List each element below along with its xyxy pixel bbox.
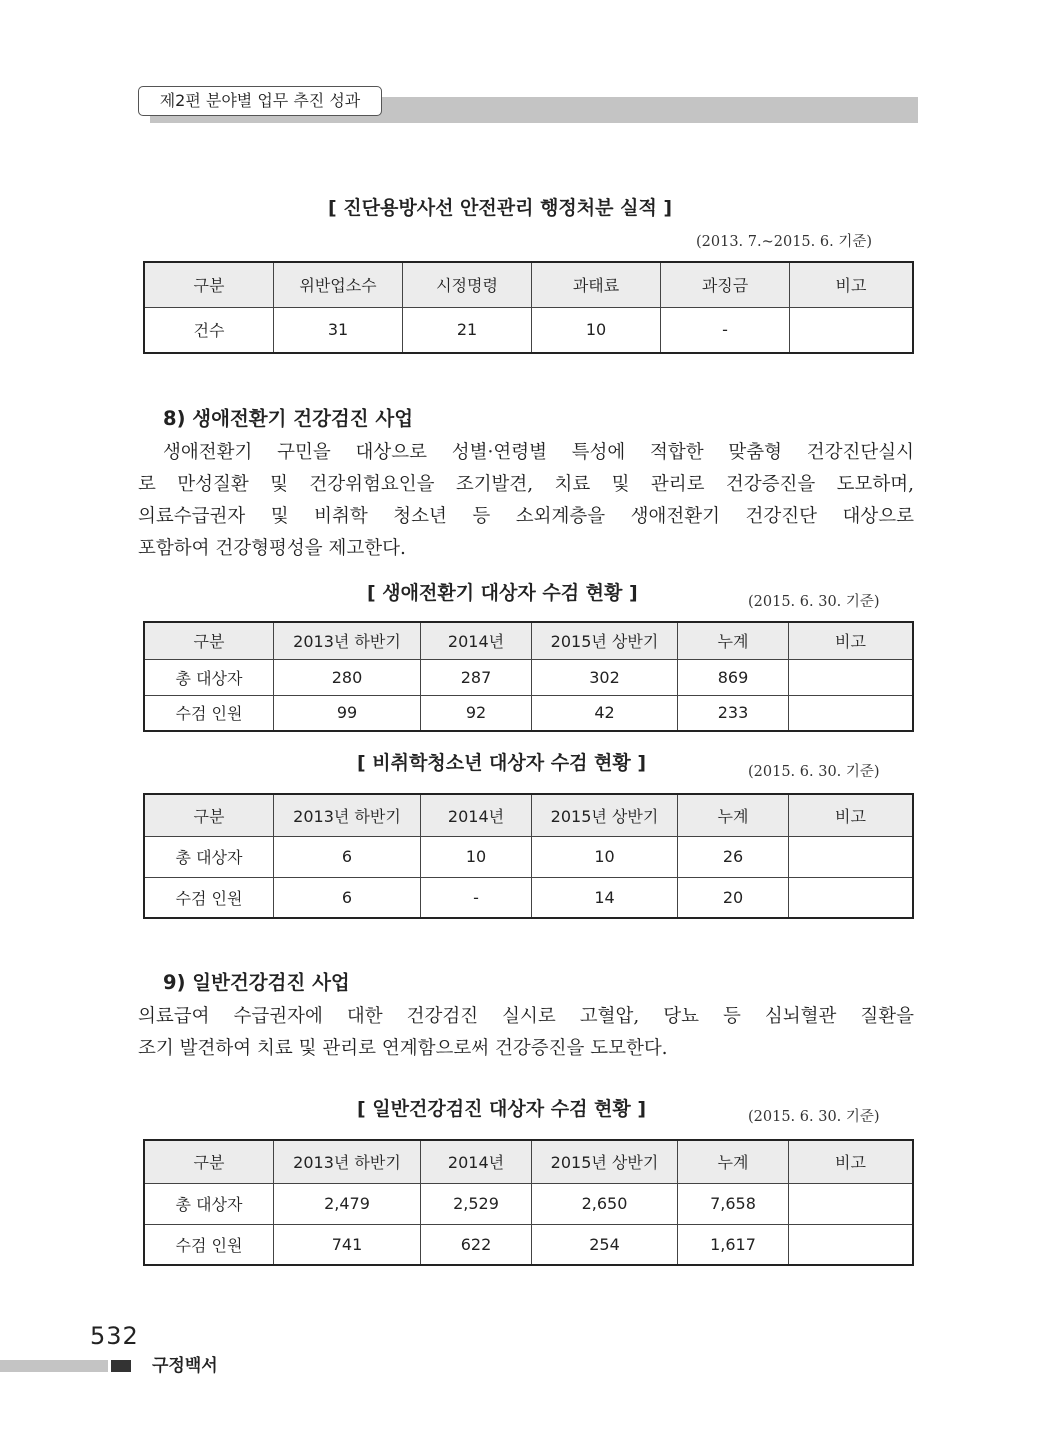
table-header-cell: 누계 — [678, 622, 789, 659]
table-cell: 총 대상자 — [144, 659, 274, 695]
table-cell: 7,658 — [678, 1183, 789, 1224]
table-header-cell: 구분 — [144, 262, 274, 307]
table-cell: - — [661, 307, 790, 353]
paragraph-line: 조기 발견하여 치료 및 관리로 연계함으로써 건강증진을 도모한다. — [138, 1038, 668, 1059]
table-cell: 92 — [421, 695, 532, 731]
table-cell — [789, 836, 914, 877]
table-header-cell: 과징금 — [661, 262, 790, 307]
table-cell: 수검 인원 — [144, 877, 274, 918]
table-header-cell: 위반업소수 — [274, 262, 403, 307]
table-cell: 2,650 — [532, 1183, 678, 1224]
table-header-cell: 비고 — [789, 1140, 914, 1183]
table-header-cell: 구분 — [144, 794, 274, 836]
table-cell: 287 — [421, 659, 532, 695]
section9-body — [138, 1001, 914, 1065]
table-header-cell: 2013년 하반기 — [274, 794, 421, 836]
table-row — [144, 877, 913, 918]
book-title: 구정백서 — [152, 1356, 218, 1376]
table-header-cell: 구분 — [144, 622, 274, 659]
table-cell: 302 — [532, 659, 678, 695]
table-header-row — [144, 262, 913, 307]
footer-square — [111, 1360, 131, 1372]
table-header-row — [144, 794, 913, 836]
table-header-cell: 비고 — [790, 262, 914, 307]
table-cell: 6 — [274, 877, 421, 918]
paragraph-line: 의료급여 수급권자에 대한 건강검진 실시로 고혈압, 당뇨 등 심뇌혈관 질환을 — [138, 1006, 914, 1027]
table-cell — [789, 695, 914, 731]
table2 — [143, 621, 914, 732]
table-row — [144, 307, 913, 353]
table-cell: 21 — [403, 307, 532, 353]
table-cell: 42 — [532, 695, 678, 731]
table-cell: 14 — [532, 877, 678, 918]
table-cell: - — [421, 877, 532, 918]
table-cell: 254 — [532, 1224, 678, 1265]
table1 — [143, 261, 914, 354]
table-cell: 99 — [274, 695, 421, 731]
table-cell: 1,617 — [678, 1224, 789, 1265]
table-cell — [789, 877, 914, 918]
table-header-cell: 2013년 하반기 — [274, 622, 421, 659]
table-cell: 6 — [274, 836, 421, 877]
table-cell: 741 — [274, 1224, 421, 1265]
section8-title: 8) 생애전환기 건강검진 사업 — [163, 407, 414, 430]
table2-caption: [ 생애전환기 대상자 수검 현황 ] — [367, 582, 638, 604]
table-header-cell: 2015년 상반기 — [532, 622, 678, 659]
table-cell: 2,479 — [274, 1183, 421, 1224]
table4-basis: (2015. 6. 30. 기준) — [748, 1109, 880, 1125]
table-cell: 10 — [532, 307, 661, 353]
table-cell: 10 — [532, 836, 678, 877]
table-row — [144, 659, 913, 695]
table-cell: 233 — [678, 695, 789, 731]
table-cell: 2,529 — [421, 1183, 532, 1224]
table3-caption: [ 비취학청소년 대상자 수검 현황 ] — [357, 752, 647, 774]
table-cell: 31 — [274, 307, 403, 353]
footer-bar — [0, 1360, 108, 1372]
table-header-cell: 2014년 — [421, 1140, 532, 1183]
table-header-cell: 2015년 상반기 — [532, 1140, 678, 1183]
section9-title: 9) 일반건강검진 사업 — [163, 971, 350, 994]
table-cell: 869 — [678, 659, 789, 695]
table-header-cell: 누계 — [678, 1140, 789, 1183]
table2-basis: (2015. 6. 30. 기준) — [748, 594, 880, 610]
table1-basis: (2013. 7.~2015. 6. 기준) — [696, 234, 872, 250]
table4 — [143, 1139, 914, 1266]
page-number: 532 — [90, 1322, 139, 1350]
table-header-row — [144, 622, 913, 659]
table-row — [144, 1183, 913, 1224]
table3 — [143, 793, 914, 919]
table-row — [144, 1224, 913, 1265]
table4-caption: [ 일반건강검진 대상자 수검 현황 ] — [357, 1098, 647, 1120]
table-cell: 26 — [678, 836, 789, 877]
table-header-row — [144, 1140, 913, 1183]
table-row — [144, 836, 913, 877]
table-header-cell: 시정명령 — [403, 262, 532, 307]
table-cell: 총 대상자 — [144, 836, 274, 877]
table-cell — [789, 659, 914, 695]
table3-basis: (2015. 6. 30. 기준) — [748, 764, 880, 780]
table-cell: 20 — [678, 877, 789, 918]
paragraph-line: 포함하여 건강형평성을 제고한다. — [138, 538, 406, 559]
table-cell — [789, 1224, 914, 1265]
table-cell: 622 — [421, 1224, 532, 1265]
table-cell — [789, 1183, 914, 1224]
table-header-cell: 구분 — [144, 1140, 274, 1183]
table-row — [144, 695, 913, 731]
table1-caption: [ 진단용방사선 안전관리 행정처분 실적 ] — [328, 197, 673, 219]
table-header-cell: 누계 — [678, 794, 789, 836]
table-header-cell: 비고 — [789, 622, 914, 659]
table-cell: 10 — [421, 836, 532, 877]
table-cell: 수검 인원 — [144, 1224, 274, 1265]
table-cell — [790, 307, 914, 353]
table-cell: 총 대상자 — [144, 1183, 274, 1224]
paragraph-line: 로 만성질환 및 건강위험요인을 조기발견, 치료 및 관리로 건강증진을 도모하며, — [138, 474, 914, 495]
table-header-cell: 2014년 — [421, 794, 532, 836]
table-header-cell: 2015년 상반기 — [532, 794, 678, 836]
table-header-cell: 2014년 — [421, 622, 532, 659]
chapter-tab: 제2편 분야별 업무 추진 성과 — [138, 86, 382, 116]
table-header-cell: 과태료 — [532, 262, 661, 307]
table-header-cell: 비고 — [789, 794, 914, 836]
table-cell: 280 — [274, 659, 421, 695]
paragraph-line: 생애전환기 구민을 대상으로 성별·연령별 특성에 적합한 맞춤형 건강진단실시 — [163, 442, 914, 463]
table-cell: 수검 인원 — [144, 695, 274, 731]
section8-body — [138, 437, 914, 565]
paragraph-line: 의료수급권자 및 비취학 청소년 등 소외계층을 생애전환기 건강진단 대상으로 — [138, 506, 914, 527]
table-header-cell: 2013년 하반기 — [274, 1140, 421, 1183]
table-cell: 건수 — [144, 307, 274, 353]
